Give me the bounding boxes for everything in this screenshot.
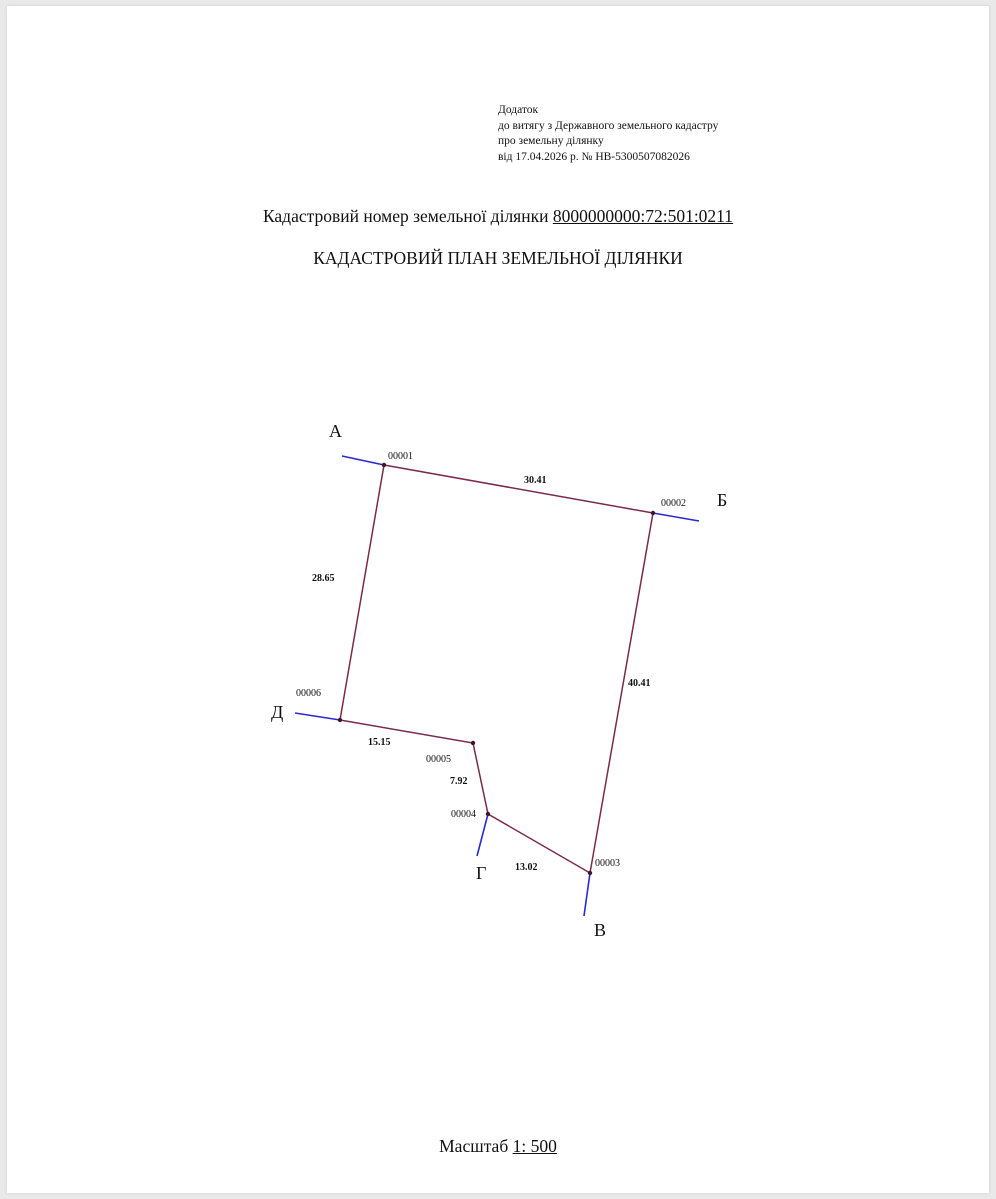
cadastral-plan-drawing — [7, 6, 989, 1193]
appendix-line-date: від 17.04.2026 р. № НВ-5300507082026 — [498, 150, 690, 163]
vertex-00005 — [471, 741, 475, 745]
direction-label-g: Г — [476, 863, 487, 883]
vertex-00001 — [382, 463, 386, 467]
point-label-00005: 00005 — [426, 754, 451, 765]
neighbor-line-b — [653, 513, 699, 521]
scale-line — [7, 1136, 989, 1157]
parcel-vertices — [338, 463, 655, 875]
length-label-00003-00004: 13.02 — [515, 862, 538, 873]
direction-label-v: В — [594, 920, 607, 940]
appendix-line-parcel: про земельну ділянку — [498, 135, 604, 147]
length-label-00006-00001: 28.65 — [312, 573, 335, 584]
length-label-00004-00005: 7.92 — [450, 776, 468, 787]
appendix-title: Додаток — [498, 104, 539, 116]
neighbor-line-v — [584, 873, 590, 916]
point-label-00001: 00001 — [388, 451, 413, 462]
direction-label-a: А — [329, 421, 342, 441]
direction-label-d: Д — [271, 702, 284, 722]
neighbor-line-a — [342, 456, 384, 465]
document-page — [7, 6, 989, 1193]
appendix-line-extract: до витягу з Державного земельного кадастру — [498, 119, 719, 132]
scale-value: 1: 500 — [512, 1136, 557, 1156]
cadastral-number: 8000000000:72:501:0211 — [552, 206, 734, 226]
length-label-00001-00002: 30.41 — [524, 475, 547, 486]
plan-title: КАДАСТРОВИЙ ПЛАН ЗЕМЕЛЬНОЇ ДІЛЯНКИ — [313, 248, 683, 268]
point-label-00006: 00006 — [296, 688, 321, 699]
scale-label: Масштаб — [439, 1136, 509, 1156]
length-label-00005-00006: 15.15 — [368, 737, 391, 748]
point-label-00003: 00003 — [595, 858, 620, 869]
point-label-00002: 00002 — [661, 498, 686, 509]
length-label-00002-00003: 40.41 — [628, 678, 651, 689]
vertex-00003 — [588, 871, 592, 875]
vertex-00004 — [486, 812, 490, 816]
neighbor-line-g — [477, 814, 488, 856]
cadastral-number-label: Кадастровий номер земельної ділянки — [262, 206, 549, 226]
point-label-00004: 00004 — [451, 809, 476, 820]
parcel-boundary — [340, 465, 653, 873]
neighbor-line-d — [295, 713, 340, 720]
vertex-00006 — [338, 718, 342, 722]
direction-label-b: Б — [717, 490, 728, 510]
vertex-00002 — [651, 511, 655, 515]
